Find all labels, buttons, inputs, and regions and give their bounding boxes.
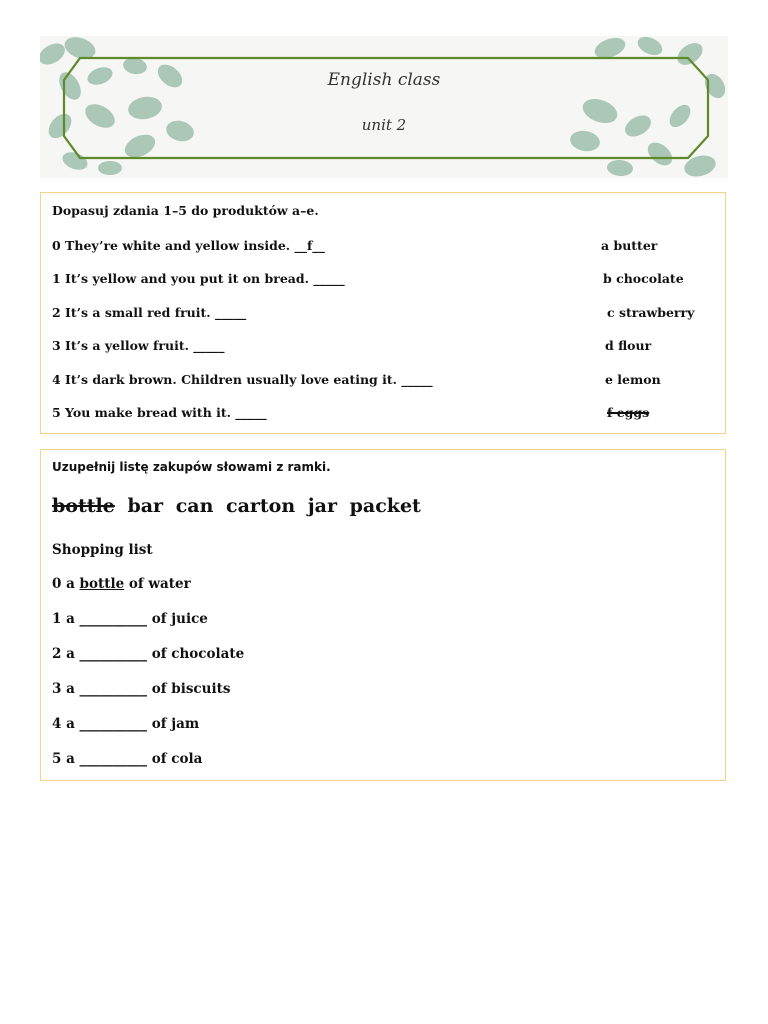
shopping-item-3: 3 a __________ of biscuits xyxy=(52,681,231,697)
option-a: a butter xyxy=(601,238,658,253)
word-packet: packet xyxy=(349,495,421,517)
shopping-list-heading: Shopping list xyxy=(52,542,153,558)
sentence-4: 4 It’s dark brown. Children usually love eating it. _____ xyxy=(52,372,433,387)
exercise-shopping-box xyxy=(40,449,726,781)
exercise2-instruction: Uzupełnij listę zakupów słowami z ramki. xyxy=(52,460,331,474)
page-title: English class xyxy=(327,70,441,90)
example-suffix: of water xyxy=(124,576,191,592)
header-banner xyxy=(40,36,728,178)
sentence-2: 2 It’s a small red fruit. _____ xyxy=(52,305,247,320)
exercise1-instruction: Dopasuj zdania 1–5 do produktów a–e. xyxy=(52,203,319,218)
word-bar: bar xyxy=(127,495,164,517)
sentence-5: 5 You make bread with it. _____ xyxy=(52,405,267,420)
shopping-example xyxy=(52,576,191,592)
sentence-0: 0 They’re white and yellow inside. __f__ xyxy=(52,238,325,253)
word-bottle: bottle xyxy=(52,495,115,517)
option-e: e lemon xyxy=(605,372,661,387)
option-b: b chocolate xyxy=(603,271,684,286)
option-c: c strawberry xyxy=(607,305,695,320)
example-prefix: 0 a xyxy=(52,576,80,592)
word-carton: carton xyxy=(226,495,296,517)
example-answer: bottle xyxy=(79,576,125,592)
sentence-3: 3 It’s a yellow fruit. _____ xyxy=(52,338,225,353)
word-box xyxy=(52,495,427,517)
word-can: can xyxy=(175,495,214,517)
page-subtitle: unit 2 xyxy=(361,116,407,134)
leaf-decoration xyxy=(40,36,728,178)
option-f: f eggs xyxy=(607,405,650,420)
exercise-matching-box xyxy=(40,192,726,434)
shopping-item-2: 2 a __________ of chocolate xyxy=(52,646,245,662)
shopping-item-5: 5 a __________ of cola xyxy=(52,751,203,767)
shopping-item-4: 4 a __________ of jam xyxy=(52,716,200,732)
shopping-item-1: 1 a __________ of juice xyxy=(52,611,208,627)
word-jar: jar xyxy=(307,495,337,517)
option-d: d flour xyxy=(605,338,652,353)
sentence-1: 1 It’s yellow and you put it on bread. _____ xyxy=(52,271,345,286)
